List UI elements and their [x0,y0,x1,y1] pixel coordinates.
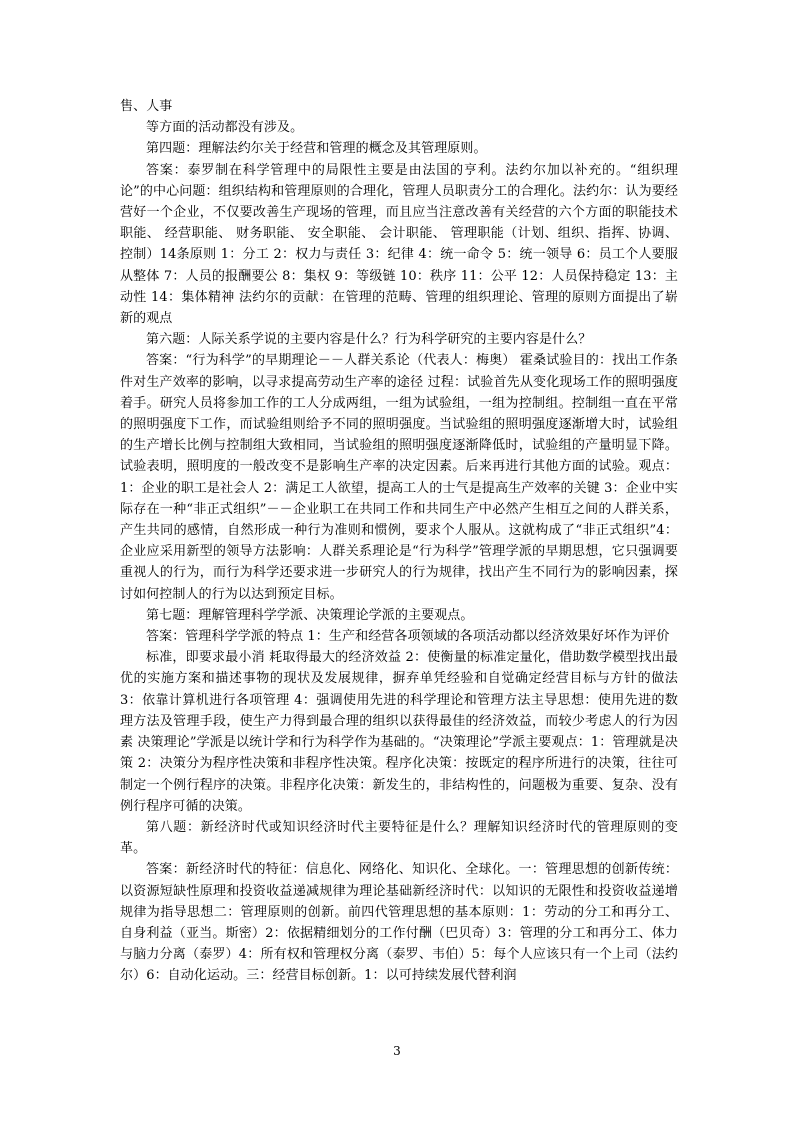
document-body [120,96,678,987]
question-6-heading: 第六题：人际关系学说的主要内容是什么？行为科学研究的主要内容是什么？ [146,332,592,348]
answer-7-paragraph-part1: 答案：管理科学学派的特点 1：生产和经营各项领域的各项活动都以经济效果好坏作为评价 [146,629,670,645]
answer-7-paragraph-part2: 标准，即要求最小消 耗取得最大的经济效益 2：使衡量的标准定量化，借助数学模型找出最优的实施方案和描述事物的现状及发展规律，摒弃单凭经验和自觉确定经营目标与方针的做法 3：依靠计算机进行各项管理 4：强调使用先进的科学理论和管理方法主导思想：使用先进的数理方法及管理手段，使生产力得到最合理的组织以获得最佳的经济效益，而较少考虑人的行为因素 决策理论”学派是以统计学和行为科学作为基础的。“决策理论”学派主要观点：1：管理就是决策 2：决策分为程序性决策和非程序性决策。程序化决策：按既定的程序所进行的决策，往往可制定一个例行程序的决策。非程序化决策：新发生的，非结构性的，问题极为重要、复杂、没有例行程序可循的决策。 [120,650,678,814]
answer-4-paragraph: 答案：泰罗制在科学管理中的局限性主要是由法国的亨利。法约尔加以补充的。“组织理论”的中心问题：组织结构和管理原则的合理化，管理人员职责分工的合理化。法约尔：认为要经营好一个企业，不仅要改善生产现场的管理，而且应当注意改善有关经营的六个方面的职能技术职能、 经营职能、 财务职能、 安全职能、 会计职能、 管理职能（计划、组织、指挥、协调、控制）14条原则 1：分工 2：权力与责任 3：纪律 4：统一命令 5：统一领导 6：员工个人要服从整体 7：人员的报酬要公 8：集权 9：等级链 10：秩序 11：公平 12：人员保持稳定 13：主动性 14：集体精神 法约尔的贡献：在管理的范畴、管理的组织理论、管理的原则方面提出了崭新的观点 [120,162,678,327]
question-7-heading: 第七题：理解管理科学学派、决策理论学派的主要观点。 [146,607,474,623]
paragraph-continuation: 售、人事 [120,99,173,114]
question-4-heading: 第四题：理解法约尔关于经营和管理的概念及其管理原则。 [146,141,487,157]
question-8-heading: 第八题：新经济时代或知识经济时代主要特征是什么？理解知识经济时代的管理原则的变革。 [120,819,678,857]
paragraph-continuation-end: 等方面的活动都没有涉及。 [146,120,304,136]
page-number: 3 [393,1044,401,1058]
answer-6-paragraph: 答案：“行为科学”的早期理论－－人群关系论（代表人：梅奥） 霍桑试验目的：找出工作条件对生产效率的影响，以寻求提高劳动生产率的途径 过程：试验首先从变化现场工作的照明强度着手。研究人员将参加工作的工人分成两组，一组为试验组，一组为控制组。控制组一直在平常的照明强度下工作，而试验组则给予不同的照明强度。当试验组的照明强度逐渐增大时，试验组的生产增长比例与控制组大致相同，当试验组的照明强度逐渐降低时，试验组的产量明显下降。试验表明，照明度的一般改变不是影响生产率的决定因素。后来再进行其他方面的试验。观点：1：企业的职工是社会人 2：满足工人欲望，提高工人的士气是提高生产效率的关键 3：企业中实际存在一种“非正式组织”－－企业职工在共同工作和共同生产中必然产生相互之间的人群关系，产生共同的感情，自然形成一种行为准则和惯例，要求个人服从。这就构成了“非正式组织”4：企业应采用新型的领导方法影响：人群关系理论是“行为科学”管理学派的早期思想，它只强调要重视人的行为，而行为科学还要求进一步研究人的行为规律，找出产生不同行为的影响因素，探讨如何控制人的行为以达到预定目标。 [120,353,678,602]
answer-8-paragraph: 答案：新经济时代的特征：信息化、网络化、知识化、全球化。一：管理思想的创新传统：以资源短缺性原理和投资收益递减规律为理论基础新经济时代：以知识的无限性和投资收益递增规律为指导思想二：管理原则的创新。前四代管理思想的基本原则：1：劳动的分工和再分工、自身利益（亚当。斯密）2：依据精细划分的工作付酬（巴贝奇）3：管理的分工和再分工、体力与脑力分离（泰罗）4：所有权和管理权分离（泰罗、韦伯）5：每个人应该只有一个上司（法约尔）6：自动化运动。三：经营目标创新。1：以可持续发展代替利润 [120,862,678,984]
